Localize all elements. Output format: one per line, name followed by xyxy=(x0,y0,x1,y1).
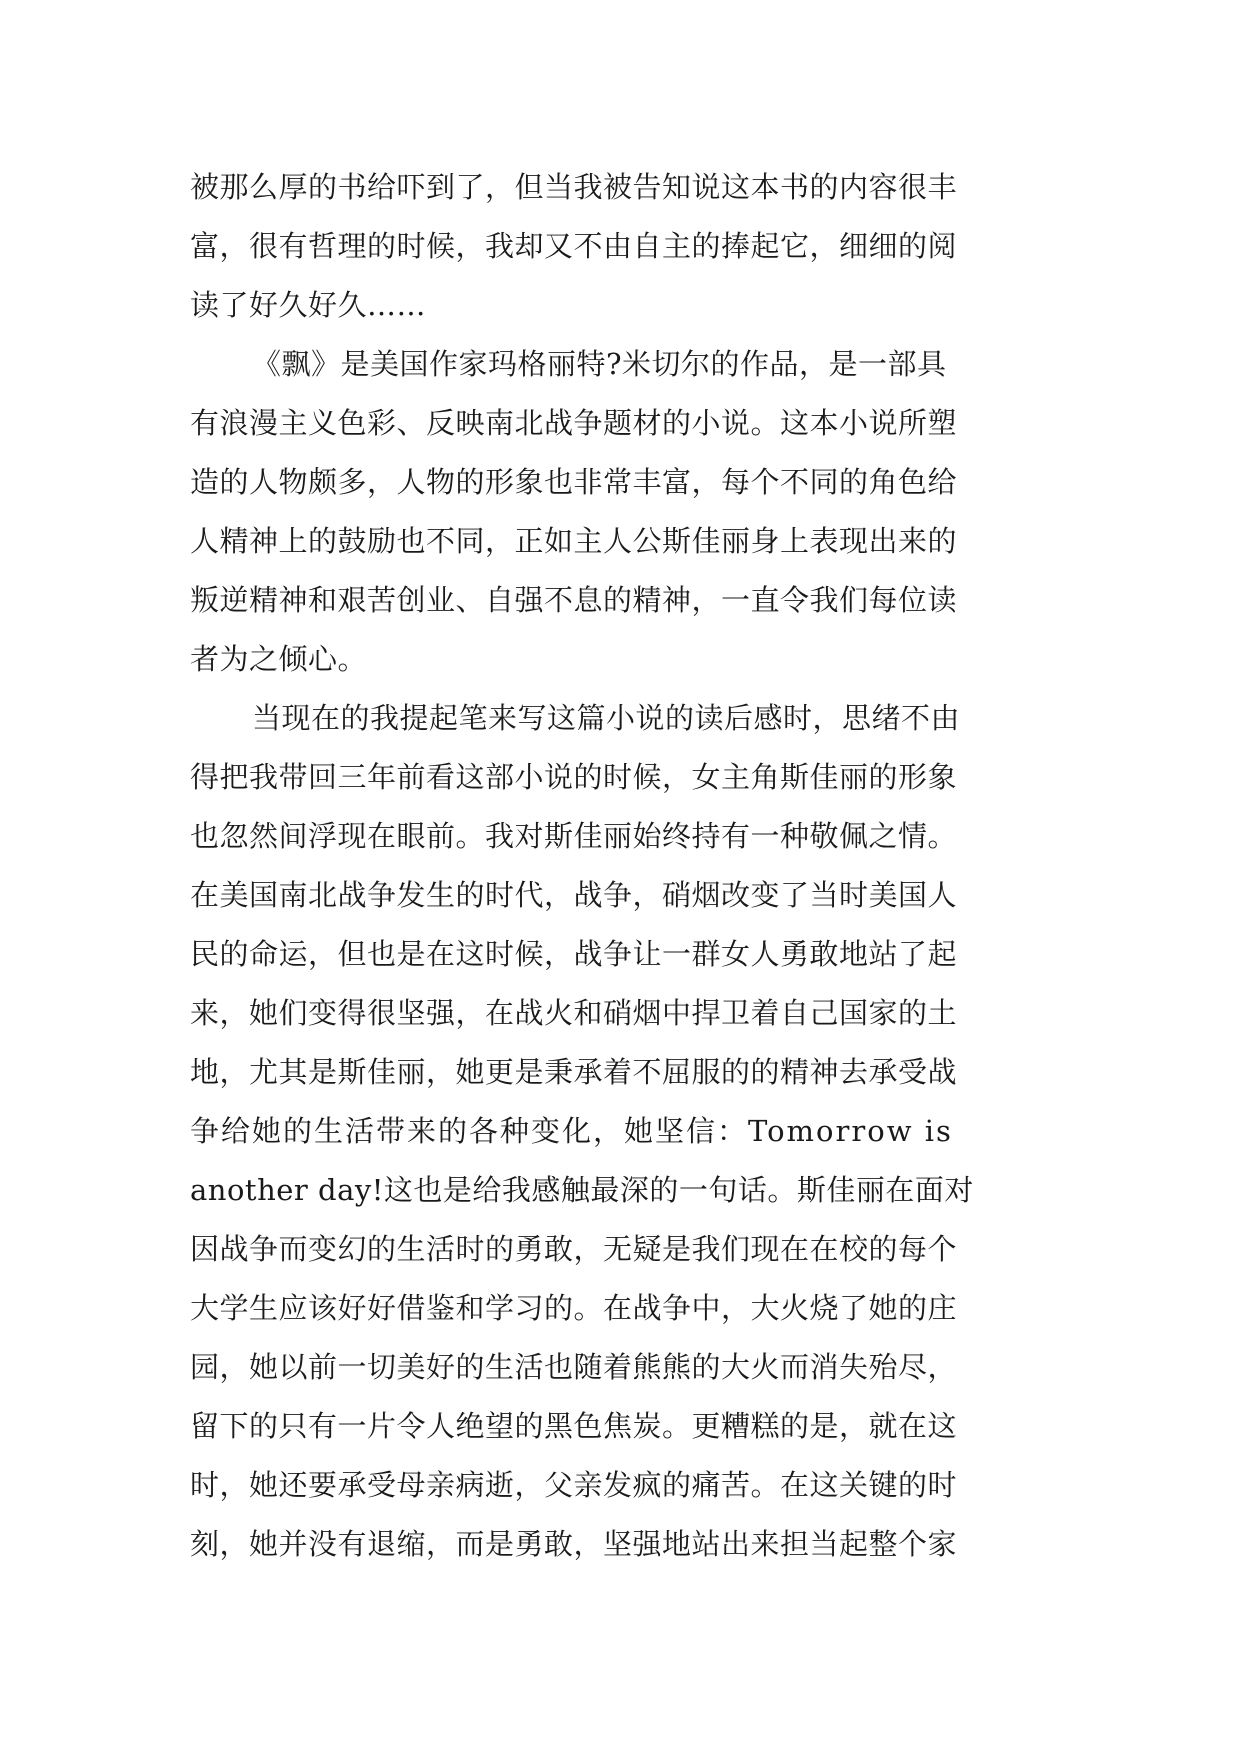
text-line: another day!这也是给我感触最深的一句话。斯佳丽在面对 xyxy=(190,1173,974,1207)
text-line: 地，尤其是斯佳丽，她更是秉承着不屈服的的精神去承受战 xyxy=(190,1055,958,1089)
text-line: 得把我带回三年前看这部小说的时候，女主角斯佳丽的形象 xyxy=(190,760,958,794)
text-line: 民的命运，但也是在这时候，战争让一群女人勇敢地站了起 xyxy=(190,937,958,971)
text-line: 人精神上的鼓励也不同，正如主人公斯佳丽身上表现出来的 xyxy=(190,524,958,558)
text-line: 有浪漫主义色彩、反映南北战争题材的小说。这本小说所塑 xyxy=(190,406,958,440)
paragraph-first-line: 当现在的我提起笔来写这篇小说的读后感时，思绪不由 xyxy=(252,701,961,735)
text-line: 留下的只有一片令人绝望的黑色焦炭。更糟糕的是，就在这 xyxy=(190,1409,958,1443)
text-line: 大学生应该好好借鉴和学习的。在战争中，大火烧了她的庄 xyxy=(190,1291,958,1325)
text-line: 来，她们变得很坚强，在战火和硝烟中捍卫着自己国家的土 xyxy=(190,996,958,1030)
text-line: 因战争而变幻的生活时的勇敢，无疑是我们现在在校的每个 xyxy=(190,1232,958,1266)
text-line: 园，她以前一切美好的生活也随着熊熊的大火而消失殆尽， xyxy=(190,1350,958,1384)
text-line: 叛逆精神和艰苦创业、自强不息的精神，一直令我们每位读 xyxy=(190,583,958,617)
text-line: 造的人物颇多，人物的形象也非常丰富，每个不同的角色给 xyxy=(190,465,958,499)
text-line: 被那么厚的书给吓到了，但当我被告知说这本书的内容很丰 xyxy=(190,170,958,204)
text-line: 时，她还要承受母亲病逝，父亲发疯的痛苦。在这关键的时 xyxy=(190,1468,958,1502)
text-line: 在美国南北战争发生的时代，战争，硝烟改变了当时美国人 xyxy=(190,878,958,912)
text-line: 读了好久好久…… xyxy=(190,288,427,322)
body-text xyxy=(190,158,1055,1574)
text-line: 争给她的生活带来的各种变化，她坚信：Tomorrow is xyxy=(190,1114,953,1148)
text-line: 富，很有哲理的时候，我却又不由自主的捧起它，细细的阅 xyxy=(190,229,958,263)
text-line: 刻，她并没有退缩，而是勇敢，坚强地站出来担当起整个家 xyxy=(190,1527,958,1561)
text-line: 者为之倾心。 xyxy=(190,642,368,676)
text-line: 也忽然间浮现在眼前。我对斯佳丽始终持有一种敬佩之情。 xyxy=(190,819,958,853)
paragraph-first-line: 《飘》是美国作家玛格丽特?米切尔的作品，是一部具 xyxy=(252,347,947,381)
